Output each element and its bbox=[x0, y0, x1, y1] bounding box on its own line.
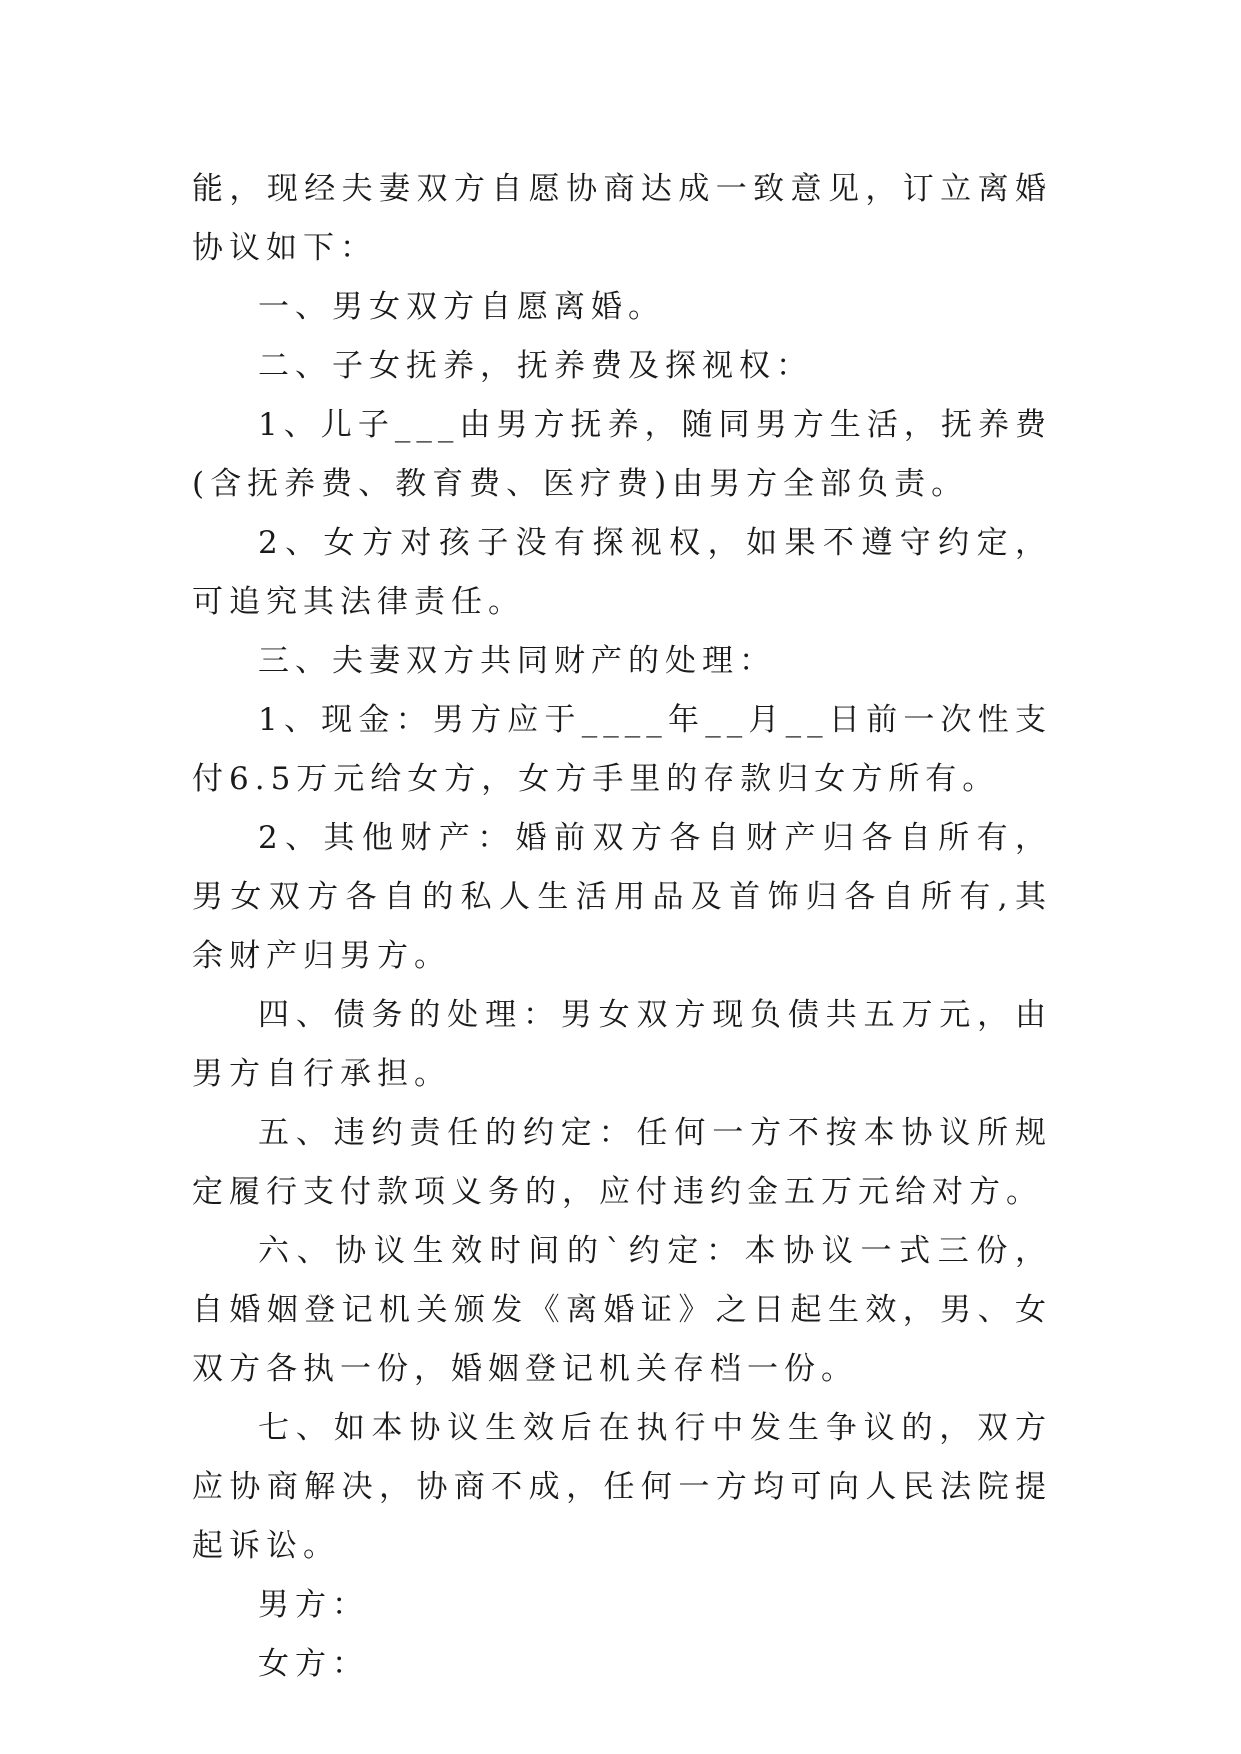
clause-2-1-custody-son: 1、儿子___由男方抚养，随同男方生活，抚养费(含抚养费、教育费、医疗费)由男方全部负责。 bbox=[192, 407, 1052, 502]
clause-5-breach-liability: 五、违约责任的约定：任何一方不按本协议所规定履行支付款项义务的，应付违约金五万元给对方。 bbox=[192, 1115, 1052, 1210]
paragraph-preamble-continuation: 能，现经夫妻双方自愿协商达成一致意见，订立离婚协议如下： bbox=[192, 171, 1052, 266]
clause-3-1-cash: 1、现金：男方应于____年__月__日前一次性支付6.5万元给女方，女方手里的存款归女方所有。 bbox=[192, 702, 1052, 797]
clause-2-heading-child-custody: 二、子女抚养，抚养费及探视权： bbox=[258, 348, 813, 384]
clause-3-2-other-property: 2、其他财产：婚前双方各自财产归各自所有，男女双方各自的私人生活用品及首饰归各自所有,其余财产归男方。 bbox=[192, 820, 1052, 974]
clause-4-debt: 四、债务的处理：男女双方现负债共五万元，由男方自行承担。 bbox=[192, 997, 1052, 1092]
signature-male-party: 男方： bbox=[258, 1587, 369, 1623]
signature-female-party: 女方： bbox=[258, 1646, 369, 1682]
clause-6-effective-date: 六、协议生效时间的`约定：本协议一式三份，自婚姻登记机关颁发《离婚证》之日起生效，男、女双方各执一份，婚姻登记机关存档一份。 bbox=[192, 1233, 1052, 1387]
clause-2-2-visitation: 2、女方对孩子没有探视权，如果不遵守约定，可追究其法律责任。 bbox=[192, 525, 1052, 620]
clause-3-heading-property: 三、夫妻双方共同财产的处理： bbox=[258, 643, 776, 679]
clause-1-voluntary-divorce: 一、男女双方自愿离婚。 bbox=[258, 289, 665, 325]
clause-7-disputes: 七、如本协议生效后在执行中发生争议的，双方应协商解决，协商不成，任何一方均可向人民法院提起诉讼。 bbox=[192, 1410, 1052, 1564]
document-body bbox=[192, 160, 1052, 1694]
